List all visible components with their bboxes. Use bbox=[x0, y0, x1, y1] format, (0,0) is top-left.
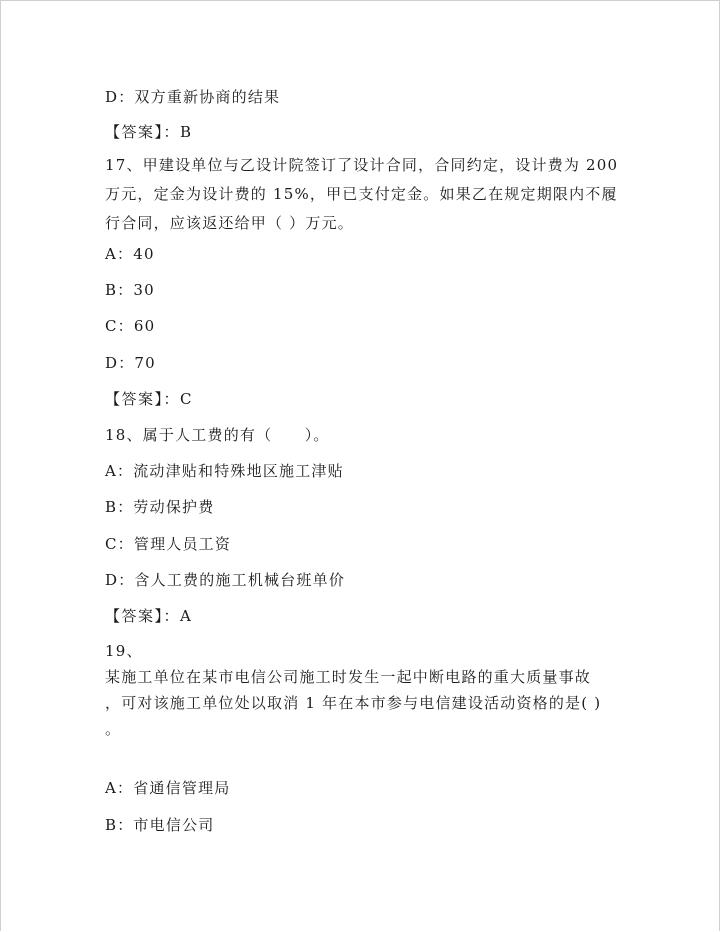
q17-option-a: A：40 bbox=[105, 245, 155, 263]
q17-option-c: C：60 bbox=[105, 317, 156, 335]
q19-stem-line-4: 。 bbox=[105, 720, 122, 738]
q18-option-c: C：管理人员工资 bbox=[105, 535, 232, 553]
q18-answer: 【答案】：A bbox=[105, 607, 193, 625]
q19-stem-line-1: 19、 bbox=[105, 642, 143, 660]
q19-option-b: B：市电信公司 bbox=[105, 816, 215, 834]
q17-stem-line-2: 万元，定金为设计费的 15%，甲已支付定金。如果乙在规定期限内不履 bbox=[105, 185, 618, 203]
q18-option-a: A：流动津贴和特殊地区施工津贴 bbox=[105, 462, 344, 480]
q18-option-d: D：含人工费的施工机械台班单价 bbox=[105, 571, 346, 589]
q17-option-d: D：70 bbox=[105, 354, 156, 372]
q18-stem: 18、属于人工费的有（ ）。 bbox=[105, 426, 330, 444]
q18-option-b: B：劳动保护费 bbox=[105, 498, 215, 516]
q17-stem-line-3: 行合同，应该返还给甲（ ）万元。 bbox=[105, 214, 354, 232]
q19-option-a: A：省通信管理局 bbox=[105, 779, 231, 797]
q17-answer: 【答案】：C bbox=[105, 390, 193, 408]
q16-answer: 【答案】：B bbox=[105, 123, 193, 141]
q17-stem bbox=[105, 151, 619, 238]
q19-stem-line-2: 某施工单位在某市电信公司施工时发生一起中断电路的重大质量事故 bbox=[105, 668, 592, 686]
q17-option-b: B：30 bbox=[105, 281, 155, 299]
q16-option-d: D：双方重新协商的结果 bbox=[105, 88, 281, 106]
q19-stem-line-3: ，可对该施工单位处以取消 1 年在本市参与电信建设活动资格的是( ) bbox=[105, 694, 602, 712]
q17-stem-line-1: 17、甲建设单位与乙设计院签订了设计合同，合同约定，设计费为 200 bbox=[105, 156, 619, 174]
q19-stem bbox=[105, 638, 615, 742]
